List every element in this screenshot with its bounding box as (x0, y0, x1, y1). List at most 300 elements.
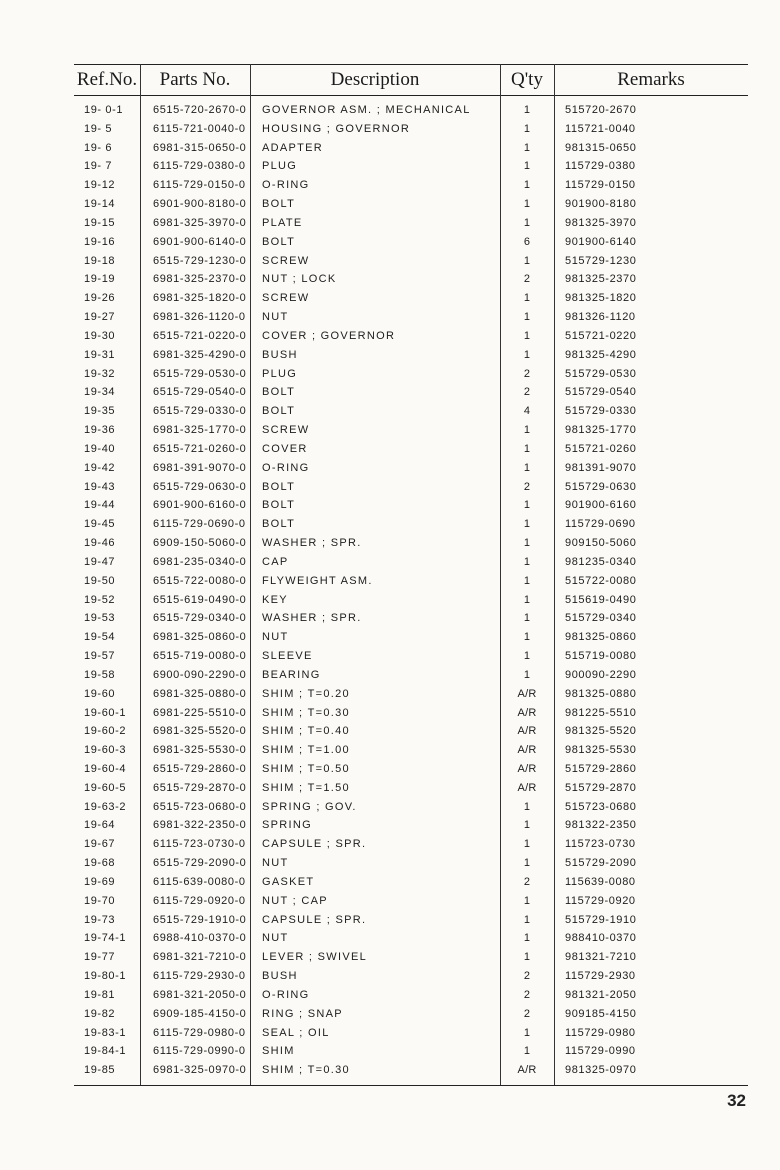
parts-table (74, 64, 748, 1080)
parts-no-cell: 6515-723-0680-0 (153, 800, 247, 813)
parts-no-cell: 6981-235-0340-0 (153, 555, 247, 568)
description-cell: NUT ; LOCK (262, 273, 337, 286)
ref-no-cell: 19-60 (84, 687, 116, 700)
remarks-cell: 981321-2050 (565, 988, 637, 1001)
ref-no-cell: 19-47 (84, 555, 116, 568)
table-row (74, 1024, 748, 1043)
ref-no-cell: 19-15 (84, 216, 116, 229)
qty-cell: 2 (523, 386, 531, 399)
remarks-cell: 981325-5530 (565, 744, 637, 757)
parts-no-cell: 6981-315-0650-0 (153, 141, 247, 154)
qty-cell: 1 (523, 254, 531, 267)
description-cell: SLEEVE (262, 650, 313, 663)
remarks-cell: 909150-5060 (565, 537, 637, 550)
qty-cell: 1 (523, 537, 531, 550)
description-cell: BUSH (262, 970, 298, 983)
table-row (74, 929, 748, 948)
description-cell: WASHER ; SPR. (262, 537, 362, 550)
qty-cell: 1 (523, 574, 531, 587)
parts-no-cell: 6515-722-0080-0 (153, 574, 247, 587)
column-divider (500, 64, 501, 1086)
column-divider (554, 64, 555, 1086)
description-cell: BOLT (262, 405, 296, 418)
table-row (74, 1061, 748, 1080)
description-cell: ADAPTER (262, 141, 324, 154)
parts-no-cell: 6115-729-0690-0 (153, 518, 246, 531)
qty-cell: 2 (523, 367, 531, 380)
remarks-cell: 515722-0080 (565, 574, 637, 587)
description-cell: BOLT (262, 499, 296, 512)
ref-no-cell: 19-53 (84, 612, 116, 625)
table-row (74, 478, 748, 497)
qty-cell: 4 (523, 405, 531, 418)
table-row (74, 572, 748, 591)
table-row (74, 779, 748, 798)
ref-no-cell: 19-64 (84, 819, 116, 832)
ref-no-cell: 19-45 (84, 518, 116, 531)
ref-no-cell: 19-34 (84, 386, 116, 399)
description-cell: BOLT (262, 480, 296, 493)
description-cell: SHIM (262, 1045, 295, 1058)
qty-cell: 1 (523, 819, 531, 832)
table-row (74, 892, 748, 911)
remarks-cell: 901900-6160 (565, 499, 637, 512)
qty-cell: 2 (523, 1007, 531, 1020)
remarks-cell: 515729-0630 (565, 480, 637, 493)
description-cell: KEY (262, 593, 288, 606)
table-row (74, 496, 748, 515)
table-row (74, 1042, 748, 1061)
table-row (74, 873, 748, 892)
qty-cell: 1 (523, 518, 531, 531)
table-row (74, 835, 748, 854)
qty-cell: 1 (523, 461, 531, 474)
ref-no-cell: 19-27 (84, 311, 116, 324)
remarks-cell: 901900-6140 (565, 235, 637, 248)
description-cell: PLATE (262, 216, 303, 229)
description-cell: O-RING (262, 988, 310, 1001)
parts-no-cell: 6515-729-0630-0 (153, 480, 247, 493)
ref-no-cell: 19-54 (84, 631, 116, 644)
ref-no-cell: 19-44 (84, 499, 116, 512)
qty-cell: 1 (523, 951, 531, 964)
parts-no-cell: 6900-090-2290-0 (153, 668, 247, 681)
qty-cell: 1 (523, 179, 531, 192)
description-cell: CAP (262, 555, 289, 568)
qty-cell: A/R (517, 725, 537, 738)
remarks-cell: 900090-2290 (565, 668, 637, 681)
qty-cell: 1 (523, 292, 531, 305)
remarks-cell: 115721-0040 (565, 122, 636, 135)
column-divider (250, 64, 251, 1086)
parts-no-cell: 6115-729-0990-0 (153, 1045, 246, 1058)
table-row (74, 704, 748, 723)
description-cell: SCREW (262, 424, 310, 437)
table-row (74, 967, 748, 986)
parts-no-cell: 6515-720-2670-0 (153, 104, 247, 116)
parts-no-cell: 6515-619-0490-0 (153, 593, 247, 606)
remarks-cell: 981225-5510 (565, 706, 637, 719)
remarks-cell: 515729-1910 (565, 913, 637, 926)
ref-no-cell: 19-70 (84, 894, 116, 907)
parts-no-cell: 6981-325-0970-0 (153, 1064, 247, 1077)
remarks-cell: 115729-0380 (565, 160, 636, 173)
qty-cell: 1 (523, 141, 531, 154)
table-row (74, 854, 748, 873)
parts-no-cell: 6515-729-0530-0 (153, 367, 247, 380)
description-cell: NUT ; CAP (262, 894, 328, 907)
parts-no-cell: 6981-325-0880-0 (153, 687, 247, 700)
table-row (74, 365, 748, 384)
table-row (74, 628, 748, 647)
qty-cell: A/R (517, 706, 537, 719)
parts-no-cell: 6981-321-7210-0 (153, 951, 247, 964)
table-row (74, 986, 748, 1005)
qty-cell: 1 (523, 894, 531, 907)
table-row (74, 515, 748, 534)
table-row (74, 327, 748, 346)
qty-cell: 1 (523, 555, 531, 568)
description-cell: RING ; SNAP (262, 1007, 343, 1020)
column-divider (140, 64, 141, 1086)
table-bottom-rule (74, 1085, 748, 1086)
header-description: Description (330, 69, 420, 90)
table-row (74, 346, 748, 365)
description-cell: NUT (262, 311, 289, 324)
remarks-cell: 981391-9070 (565, 461, 637, 474)
ref-no-cell: 19-46 (84, 537, 116, 550)
table-row (74, 252, 748, 271)
qty-cell: 1 (523, 424, 531, 437)
remarks-cell: 115639-0080 (565, 875, 636, 888)
parts-no-cell: 6515-729-0330-0 (153, 405, 247, 418)
qty-cell: 2 (523, 988, 531, 1001)
table-row (74, 214, 748, 233)
table-row (74, 383, 748, 402)
ref-no-cell: 19-81 (84, 988, 116, 1001)
ref-no-cell: 19-42 (84, 461, 116, 474)
description-cell: COVER ; GOVERNOR (262, 329, 396, 342)
header-ref-no: Ref.No. (76, 69, 138, 90)
qty-cell: 1 (523, 668, 531, 681)
description-cell: BOLT (262, 235, 296, 248)
description-cell: SHIM ; T=0.20 (262, 687, 350, 700)
description-cell: SHIM ; T=0.30 (262, 706, 350, 719)
qty-cell: 1 (523, 593, 531, 606)
parts-no-cell: 6981-325-1770-0 (153, 424, 247, 437)
remarks-cell: 901900-8180 (565, 198, 637, 211)
qty-cell: 2 (523, 480, 531, 493)
parts-no-cell: 6515-729-2860-0 (153, 762, 247, 775)
remarks-cell: 981325-4290 (565, 348, 637, 361)
description-cell: BUSH (262, 348, 298, 361)
table-row (74, 591, 748, 610)
remarks-cell: 988410-0370 (565, 932, 637, 945)
remarks-cell: 515729-0540 (565, 386, 637, 399)
qty-cell: 1 (523, 311, 531, 324)
remarks-cell: 515729-0340 (565, 612, 637, 625)
qty-cell: 1 (523, 198, 531, 211)
remarks-cell: 515729-2090 (565, 857, 637, 870)
remarks-cell: 981325-1820 (565, 292, 637, 305)
ref-no-cell: 19-77 (84, 951, 116, 964)
parts-no-cell: 6981-325-1820-0 (153, 292, 247, 305)
ref-no-cell: 19-35 (84, 405, 116, 418)
remarks-cell: 115729-0980 (565, 1026, 636, 1039)
description-cell: SCREW (262, 292, 310, 305)
remarks-cell: 115723-0730 (565, 838, 636, 851)
table-row (74, 195, 748, 214)
table-row (74, 534, 748, 553)
parts-no-cell: 6115-729-0980-0 (153, 1026, 246, 1039)
ref-no-cell: 19-52 (84, 593, 116, 606)
remarks-cell: 515729-2860 (565, 762, 637, 775)
ref-no-cell: 19-60-2 (84, 725, 127, 738)
parts-no-cell: 6115-721-0040-0 (153, 122, 246, 135)
remarks-cell: 115729-0150 (565, 179, 636, 192)
ref-no-cell: 19-50 (84, 574, 116, 587)
ref-no-cell: 19-60-3 (84, 744, 127, 757)
description-cell: PLUG (262, 367, 298, 380)
remarks-cell: 515729-2870 (565, 781, 637, 794)
table-row (74, 402, 748, 421)
parts-no-cell: 6515-729-1230-0 (153, 254, 247, 267)
table-row (74, 289, 748, 308)
table-row (74, 553, 748, 572)
ref-no-cell: 19- 6 (84, 141, 113, 154)
remarks-cell: 515719-0080 (565, 650, 637, 663)
remarks-cell: 909185-4150 (565, 1007, 637, 1020)
header-qty: Q'ty (511, 69, 543, 90)
qty-cell: 1 (523, 442, 531, 455)
table-row (74, 157, 748, 176)
qty-cell: A/R (517, 744, 537, 757)
header-parts-no: Parts No. (159, 69, 231, 90)
description-cell: SPRING (262, 819, 312, 832)
remarks-cell: 981326-1120 (565, 311, 636, 324)
remarks-cell: 981325-5520 (565, 725, 637, 738)
parts-no-cell: 6981-326-1120-0 (153, 311, 246, 324)
parts-no-cell: 6981-325-4290-0 (153, 348, 247, 361)
qty-cell: 1 (523, 329, 531, 342)
parts-no-cell: 6115-639-0080-0 (153, 875, 246, 888)
parts-no-cell: 6515-721-0220-0 (153, 329, 247, 342)
description-cell: BOLT (262, 386, 296, 399)
ref-no-cell: 19-58 (84, 668, 116, 681)
table-row (74, 666, 748, 685)
description-cell: SHIM ; T=0.40 (262, 725, 350, 738)
description-cell: GOVERNOR ASM. ; MECHANICAL (262, 104, 471, 116)
page-number: 32 (727, 1091, 746, 1110)
qty-cell: 1 (523, 160, 531, 173)
table-row (74, 421, 748, 440)
description-cell: SHIM ; T=0.30 (262, 1064, 350, 1077)
parts-no-cell: 6515-721-0260-0 (153, 442, 247, 455)
parts-no-cell: 6981-321-2050-0 (153, 988, 247, 1001)
parts-no-cell: 6115-729-2930-0 (153, 970, 246, 983)
qty-cell: 1 (523, 1026, 531, 1039)
description-cell: HOUSING ; GOVERNOR (262, 122, 411, 135)
remarks-cell: 515723-0680 (565, 800, 637, 813)
description-cell: NUT (262, 932, 289, 945)
parts-no-cell: 6981-325-2370-0 (153, 273, 247, 286)
table-row (74, 233, 748, 252)
parts-no-cell: 6981-325-0860-0 (153, 631, 247, 644)
parts-no-cell: 6988-410-0370-0 (153, 932, 247, 945)
ref-no-cell: 19-60-5 (84, 781, 127, 794)
qty-cell: 1 (523, 838, 531, 851)
qty-cell: A/R (517, 762, 537, 775)
remarks-cell: 515729-0530 (565, 367, 637, 380)
table-row (74, 308, 748, 327)
table-row (74, 948, 748, 967)
table-row (74, 741, 748, 760)
table-row (74, 440, 748, 459)
ref-no-cell: 19-67 (84, 838, 116, 851)
ref-no-cell: 19-84-1 (84, 1045, 127, 1058)
remarks-cell: 981235-0340 (565, 555, 637, 568)
description-cell: COVER (262, 442, 308, 455)
table-row (74, 176, 748, 195)
parts-no-cell: 6515-719-0080-0 (153, 650, 247, 663)
ref-no-cell: 19-74-1 (84, 932, 127, 945)
description-cell: O-RING (262, 461, 310, 474)
qty-cell: 1 (523, 348, 531, 361)
table-row (74, 816, 748, 835)
description-cell: CAPSULE ; SPR. (262, 838, 367, 851)
parts-no-cell: 6515-729-1910-0 (153, 913, 247, 926)
description-cell: PLUG (262, 160, 298, 173)
parts-no-cell: 6901-900-6140-0 (153, 235, 247, 248)
remarks-cell: 981325-0970 (565, 1064, 637, 1077)
ref-no-cell: 19-82 (84, 1007, 116, 1020)
qty-cell: 1 (523, 650, 531, 663)
ref-no-cell: 19-40 (84, 442, 116, 455)
qty-cell: 1 (523, 499, 531, 512)
qty-cell: A/R (517, 687, 537, 700)
table-row (74, 1005, 748, 1024)
table-row (74, 760, 748, 779)
description-cell: NUT (262, 857, 289, 870)
ref-no-cell: 19-83-1 (84, 1026, 127, 1039)
remarks-cell: 515619-0490 (565, 593, 637, 606)
parts-no-cell: 6901-900-6160-0 (153, 499, 247, 512)
table-row (74, 459, 748, 478)
qty-cell: 1 (523, 932, 531, 945)
remarks-cell: 115729-0690 (565, 518, 636, 531)
table-header (74, 64, 748, 96)
remarks-cell: 515720-2670 (565, 104, 637, 116)
description-cell: CAPSULE ; SPR. (262, 913, 367, 926)
table-row (74, 270, 748, 289)
parts-no-cell: 6115-729-0150-0 (153, 179, 246, 192)
ref-no-cell: 19-68 (84, 857, 116, 870)
table-row (74, 101, 748, 120)
remarks-cell: 981325-0860 (565, 631, 637, 644)
parts-no-cell: 6981-322-2350-0 (153, 819, 247, 832)
ref-no-cell: 19-14 (84, 198, 116, 211)
table-row (74, 120, 748, 139)
parts-no-cell: 6115-729-0920-0 (153, 894, 246, 907)
remarks-cell: 981315-0650 (565, 141, 637, 154)
qty-cell: 1 (523, 612, 531, 625)
ref-no-cell: 19-32 (84, 367, 116, 380)
qty-cell: 1 (523, 104, 531, 116)
parts-no-cell: 6981-325-3970-0 (153, 216, 247, 229)
parts-no-cell: 6515-729-0540-0 (153, 386, 247, 399)
table-body (74, 96, 748, 1080)
table-row (74, 722, 748, 741)
qty-cell: A/R (517, 1064, 537, 1077)
ref-no-cell: 19-60-4 (84, 762, 127, 775)
description-cell: SHIM ; T=0.50 (262, 762, 350, 775)
ref-no-cell: 19- 0-1 (84, 104, 124, 116)
parts-no-cell: 6981-391-9070-0 (153, 461, 247, 474)
qty-cell: 1 (523, 857, 531, 870)
ref-no-cell: 19-26 (84, 292, 116, 305)
header-remarks: Remarks (617, 69, 685, 90)
parts-no-cell: 6981-325-5530-0 (153, 744, 247, 757)
qty-cell: 1 (523, 913, 531, 926)
ref-no-cell: 19-80-1 (84, 970, 127, 983)
qty-cell: 1 (523, 216, 531, 229)
description-cell: SPRING ; GOV. (262, 800, 357, 813)
remarks-cell: 115729-0990 (565, 1045, 636, 1058)
remarks-cell: 981321-7210 (565, 951, 637, 964)
ref-no-cell: 19-63-2 (84, 800, 127, 813)
parts-no-cell: 6115-729-0380-0 (153, 160, 246, 173)
qty-cell: 1 (523, 122, 531, 135)
description-cell: BEARING (262, 668, 321, 681)
remarks-cell: 981325-1770 (565, 424, 637, 437)
table-row (74, 609, 748, 628)
ref-no-cell: 19-69 (84, 875, 116, 888)
parts-no-cell: 6981-225-5510-0 (153, 706, 247, 719)
parts-no-cell: 6515-729-0340-0 (153, 612, 247, 625)
remarks-cell: 515729-1230 (565, 254, 637, 267)
description-cell: NUT (262, 631, 289, 644)
parts-no-cell: 6909-185-4150-0 (153, 1007, 247, 1020)
description-cell: SCREW (262, 254, 310, 267)
ref-no-cell: 19-16 (84, 235, 116, 248)
description-cell: GASKET (262, 875, 315, 888)
description-cell: FLYWEIGHT ASM. (262, 574, 373, 587)
qty-cell: 2 (523, 273, 531, 286)
ref-no-cell: 19-19 (84, 273, 116, 286)
remarks-cell: 115729-0920 (565, 894, 636, 907)
ref-no-cell: 19-57 (84, 650, 116, 663)
remarks-cell: 981325-3970 (565, 216, 637, 229)
description-cell: O-RING (262, 179, 310, 192)
ref-no-cell: 19-85 (84, 1064, 116, 1077)
ref-no-cell: 19-12 (84, 179, 116, 192)
parts-no-cell: 6981-325-5520-0 (153, 725, 247, 738)
ref-no-cell: 19- 7 (84, 160, 113, 173)
description-cell: WASHER ; SPR. (262, 612, 362, 625)
ref-no-cell: 19-60-1 (84, 706, 127, 719)
parts-no-cell: 6115-723-0730-0 (153, 838, 246, 851)
table-row (74, 139, 748, 158)
ref-no-cell: 19-36 (84, 424, 116, 437)
parts-no-cell: 6515-729-2870-0 (153, 781, 247, 794)
table-row (74, 647, 748, 666)
table-row (74, 911, 748, 930)
ref-no-cell: 19-43 (84, 480, 116, 493)
description-cell: SHIM ; T=1.00 (262, 744, 350, 757)
description-cell: SHIM ; T=1.50 (262, 781, 350, 794)
qty-cell: 6 (523, 235, 531, 248)
qty-cell: 1 (523, 1045, 531, 1058)
